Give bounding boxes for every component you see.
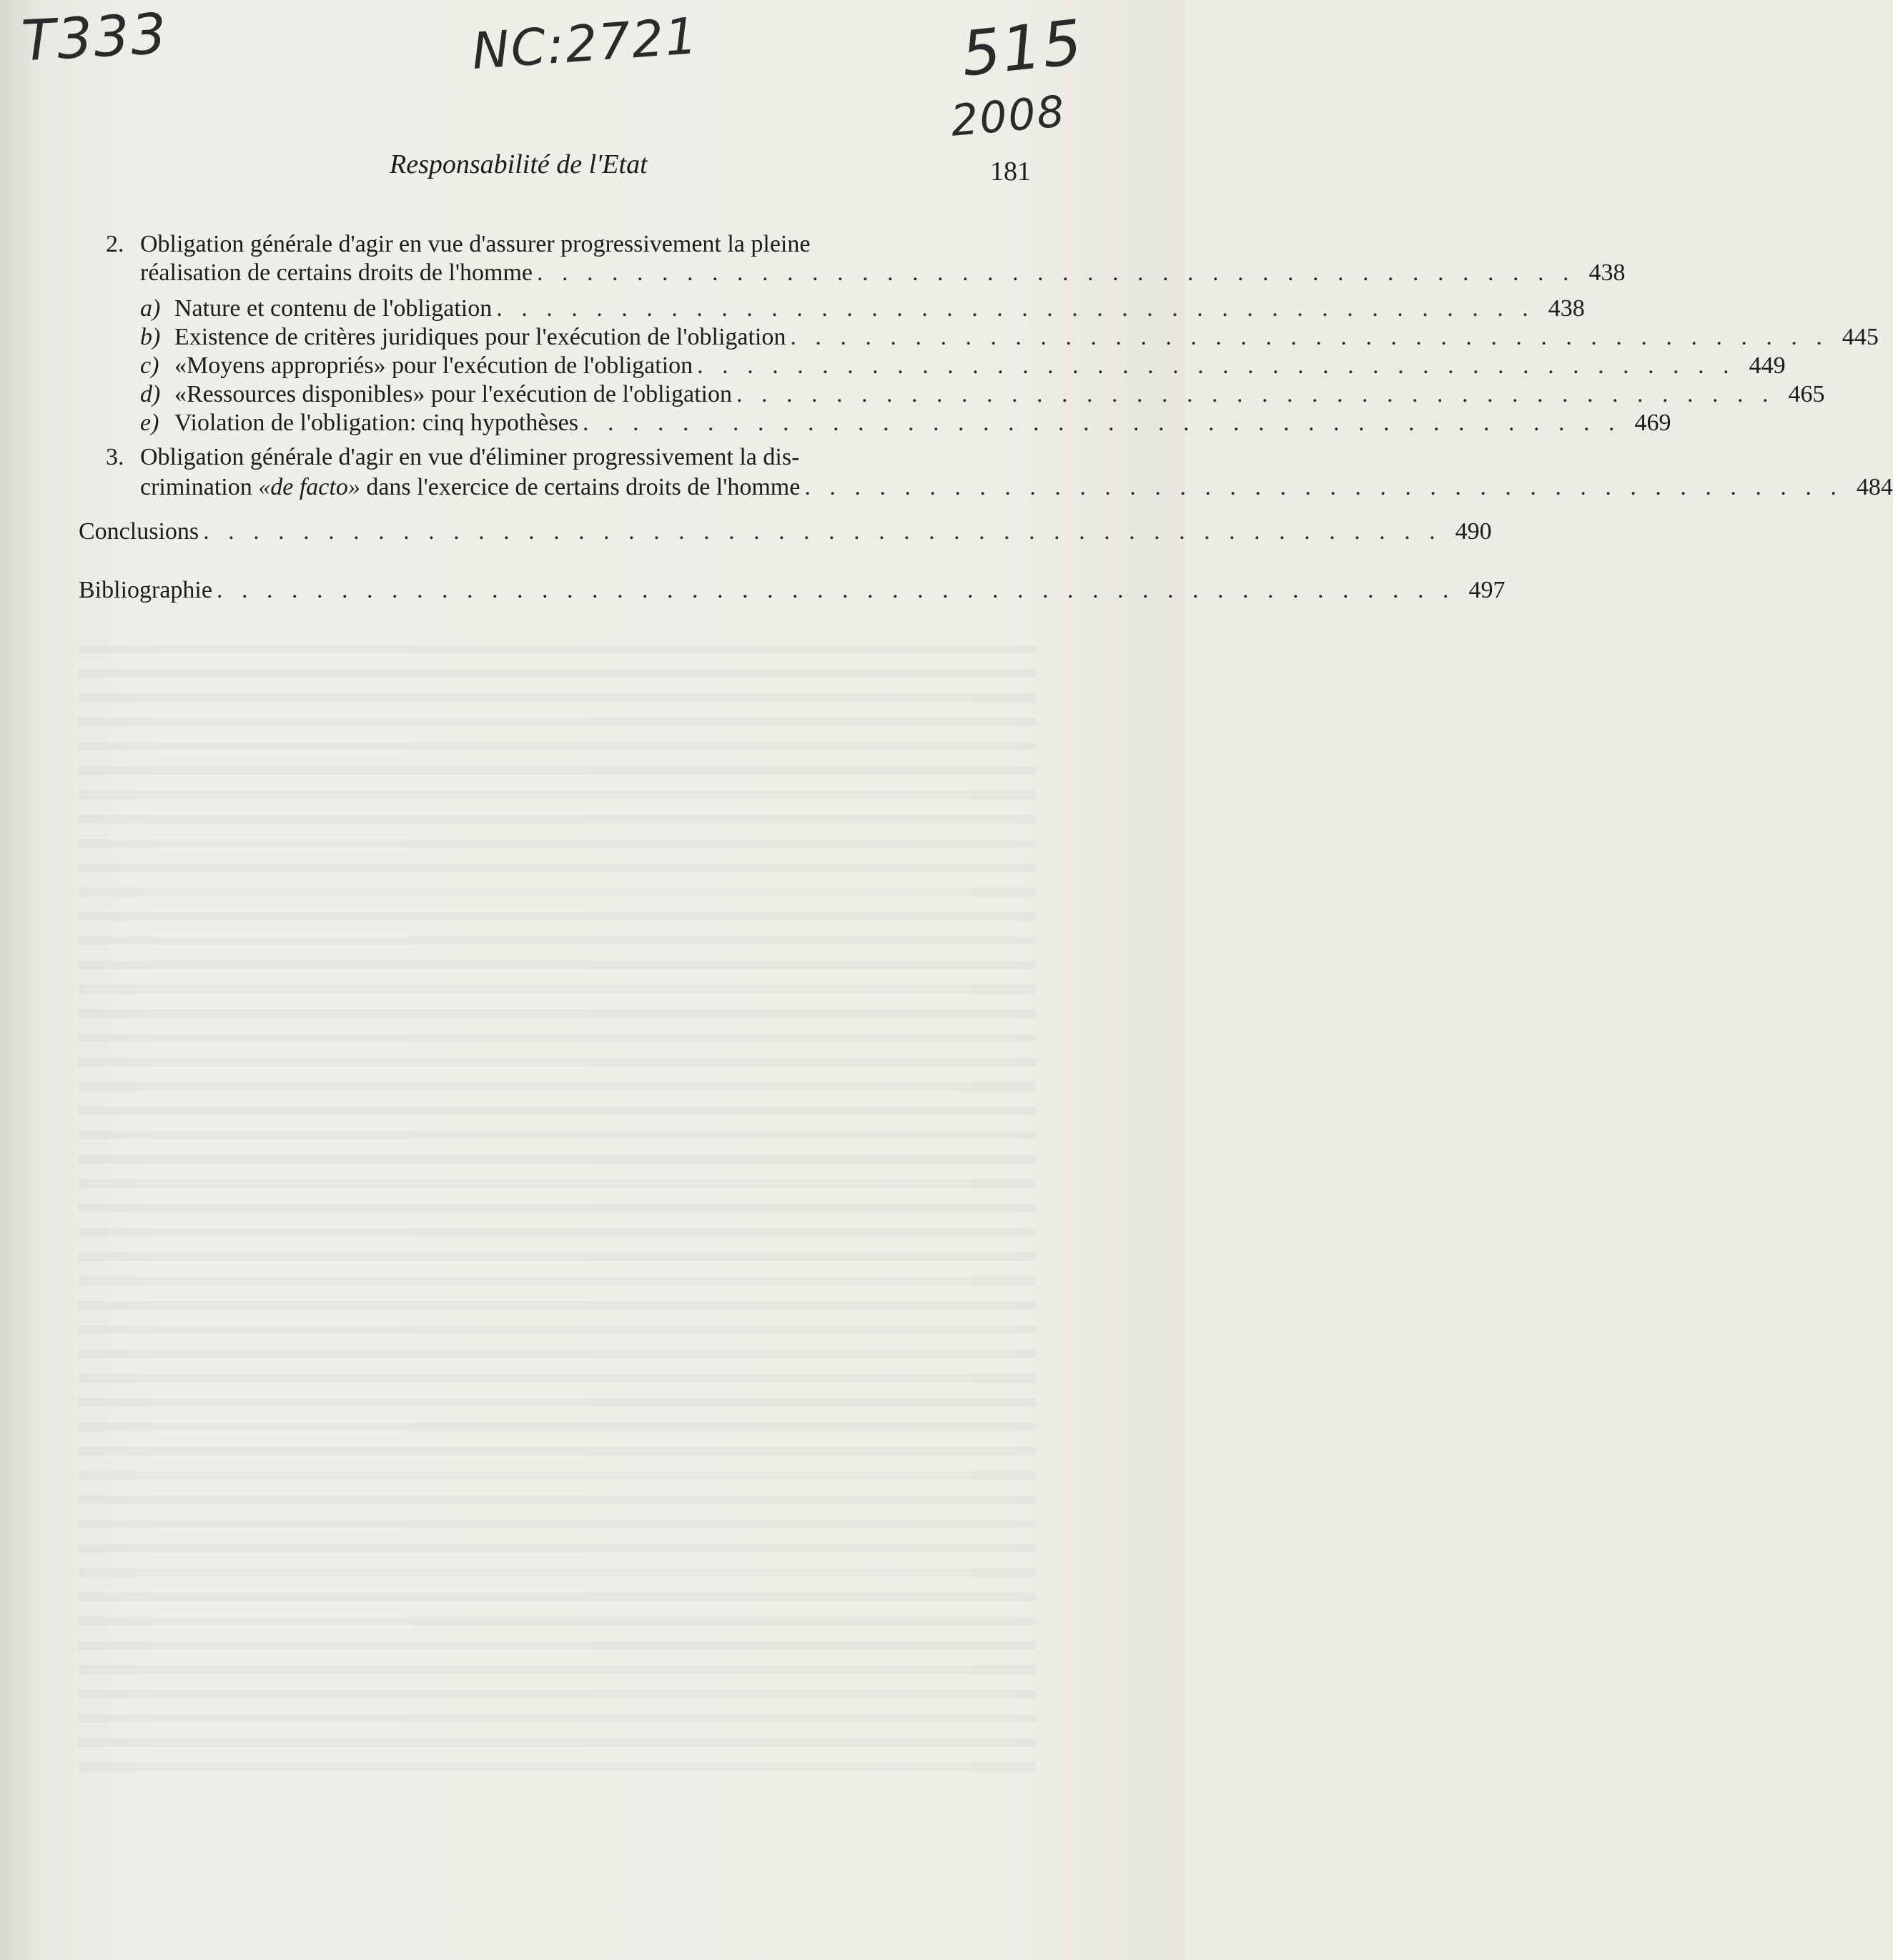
- toc-section-3-number: 3.: [106, 444, 124, 470]
- toc-section-2-number: 2.: [106, 231, 124, 257]
- dot-leader: . . . . . . . . . . . . . . . . . . . . . . . . . . . . . . . . . . . . . . . . . .: [583, 410, 1621, 436]
- handwritten-note-right: 515: [958, 6, 1087, 91]
- dot-leader: . . . . . . . . . . . . . . . . . . . . . . . . . . . . . . . . . . . . . . . . . .: [697, 352, 1736, 379]
- dot-leader: . . . . . . . . . . . . . . . . . . . . . . . . . . . . . . . . . . . . . . . . . . . . . . . . . .: [216, 577, 1455, 603]
- toc-section-3-line1: 3. Obligation générale d'agir en vue d'éliminer progressivement la dis-: [106, 444, 800, 470]
- handwritten-note-center: NC:2721: [470, 6, 701, 81]
- dot-leader: . . . . . . . . . . . . . . . . . . . . . . . . . . . . . . . . . . . . . . . . . .: [790, 324, 1829, 350]
- toc-page-number: 484: [1856, 474, 1893, 500]
- toc-section-2-line1: 2. Obligation générale d'agir en vue d'assurer progressivement la pleine: [106, 231, 811, 257]
- toc-conclusions: Conclusions . . . . . . . . . . . . . . . . . . . . . . . . . . . . . . . . . . . . . . . . . . . . . . . . . . 490: [79, 518, 1492, 545]
- toc-subitem-b: b) Existence de critères juridiques pour l'exécution de l'obligation . . . . . . . . . . . . . . . . . . . . . . . . . . . . . . . . . . . . . . . . . . 445: [140, 324, 1879, 350]
- toc-subitem-c: c) «Moyens appropriés» pour l'exécution de l'obligation . . . . . . . . . . . . . . . . . . . . . . . . . . . . . . . . . . . . . . . . . . 449: [140, 352, 1786, 379]
- toc-page-number: 445: [1842, 324, 1879, 350]
- toc-subitem-a: a) Nature et contenu de l'obligation . . . . . . . . . . . . . . . . . . . . . . . . . . . . . . . . . . . . . . . . . . 438: [140, 295, 1585, 322]
- toc-section-2-line2: réalisation de certains droits de l'homme . . . . . . . . . . . . . . . . . . . . . . . . . . . . . . . . . . . . . . . . . . 438: [140, 259, 1626, 286]
- dot-leader: . . . . . . . . . . . . . . . . . . . . . . . . . . . . . . . . . . . . . . . . . .: [537, 259, 1576, 286]
- toc-subitem-e: e) Violation de l'obligation: cinq hypothèses . . . . . . . . . . . . . . . . . . . . . . . . . . . . . . . . . . . . . . . . . . 469: [140, 410, 1671, 436]
- handwritten-note-left: T333: [19, 1, 169, 74]
- toc-bibliography: Bibliographie . . . . . . . . . . . . . . . . . . . . . . . . . . . . . . . . . . . . . . . . . . . . . . . . . . 497: [79, 577, 1506, 603]
- show-through-text: [79, 629, 1037, 1773]
- toc-page-number: 490: [1455, 518, 1492, 545]
- toc-section-3-line2: crimination «de facto» dans l'exercice de certains droits de l'homme . . . . . . . . . . . . . . . . . . . . . . . . . . . . . . . . . . . . . . . . . . 484: [140, 474, 1893, 500]
- toc-page-number: 449: [1749, 352, 1786, 379]
- toc-page-number: 438: [1588, 259, 1626, 286]
- toc-subitem-d: d) «Ressources disponibles» pour l'exécution de l'obligation . . . . . . . . . . . . . . . . . . . . . . . . . . . . . . . . . . . . . . . . . . 465: [140, 381, 1825, 407]
- dot-leader: . . . . . . . . . . . . . . . . . . . . . . . . . . . . . . . . . . . . . . . . . .: [496, 295, 1535, 322]
- page-number: 181: [990, 157, 1031, 187]
- dot-leader: . . . . . . . . . . . . . . . . . . . . . . . . . . . . . . . . . . . . . . . . . .: [736, 381, 1775, 407]
- toc-page-number: 465: [1788, 381, 1825, 407]
- handwritten-note-year: 2008: [949, 86, 1068, 147]
- dot-leader: . . . . . . . . . . . . . . . . . . . . . . . . . . . . . . . . . . . . . . . . . .: [804, 474, 1843, 500]
- toc-page-number: 469: [1634, 410, 1671, 436]
- dot-leader: . . . . . . . . . . . . . . . . . . . . . . . . . . . . . . . . . . . . . . . . . . . . . . . . . .: [203, 518, 1442, 545]
- running-title: Responsabilité de l'Etat: [390, 149, 648, 179]
- toc-page-number: 497: [1468, 577, 1506, 603]
- toc-page-number: 438: [1548, 295, 1585, 322]
